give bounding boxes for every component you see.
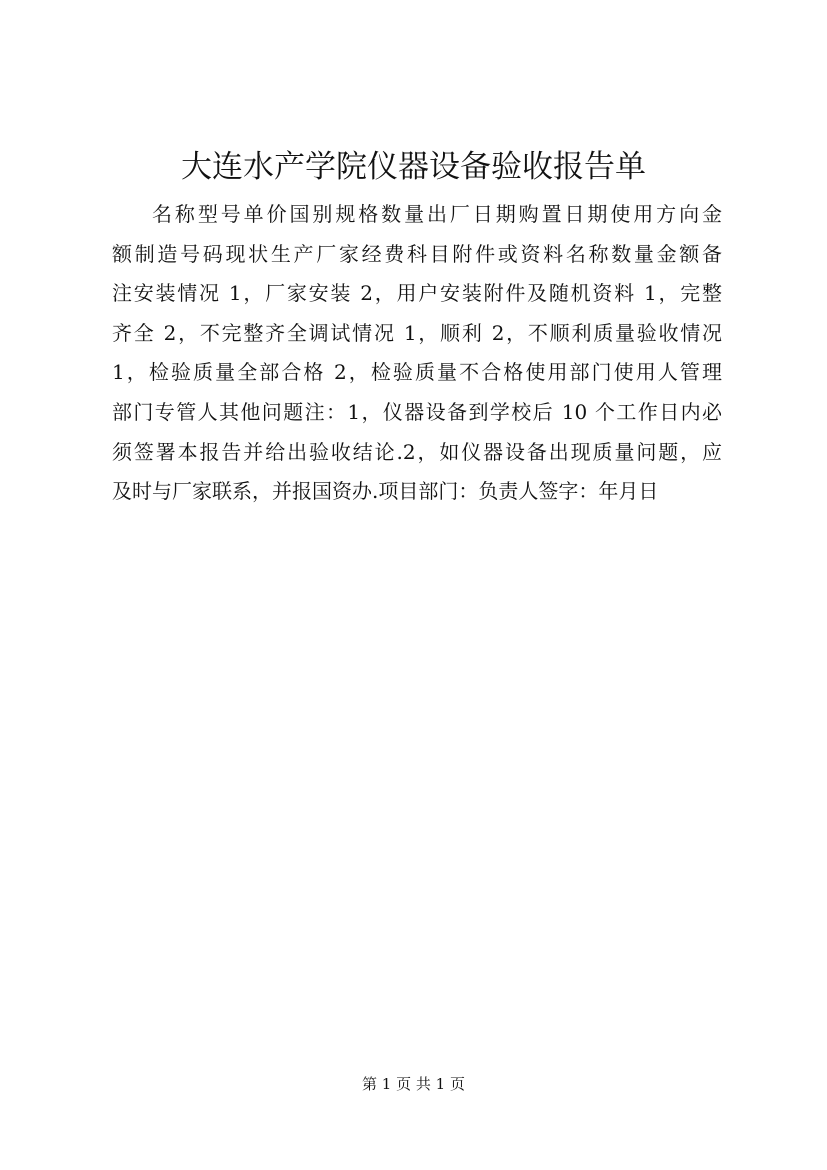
body-line: 1，检验质量全部合格 2，检验质量不合格使用部门使用人管理 — [112, 360, 722, 385]
body-line: 及时与厂家联系，并报国资办.项目部门：负责人签字：年月日 — [112, 479, 659, 504]
body-line: 齐全 2，不完整齐全调试情况 1，顺利 2，不顺利质量验收情况 — [112, 320, 722, 345]
body-line: 须签署本报告并给出验收结论.2，如仪器设备出现质量问题，应 — [112, 439, 722, 464]
document-body — [112, 195, 722, 512]
body-line: 额制造号码现状生产厂家经费科目附件或资料名称数量金额备 — [112, 241, 722, 266]
document-title: 大连水产学院仪器设备验收报告单 — [181, 149, 646, 185]
body-line: 部门专管人其他问题注：1，仪器设备到学校后 10 个工作日内必 — [112, 399, 722, 424]
body-line: 名称型号单价国别规格数量出厂日期购置日期使用方向金 — [152, 202, 722, 226]
body-line: 注安装情况 1，厂家安装 2，用户安装附件及随机资料 1，完整 — [112, 281, 722, 306]
page-number-footer: 第 1 页 共 1 页 — [362, 1075, 465, 1093]
